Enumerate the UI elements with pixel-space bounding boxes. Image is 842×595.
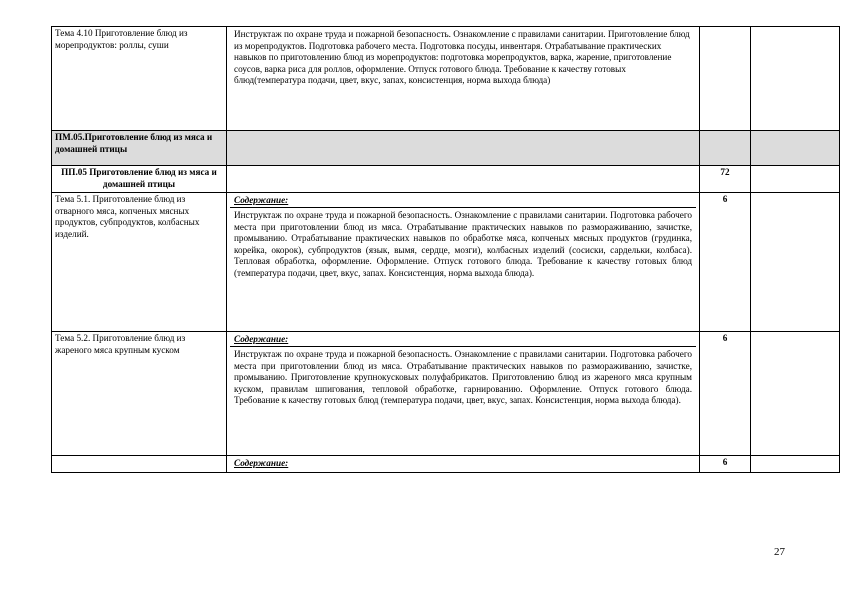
table-row — [52, 456, 840, 473]
topic-cell — [52, 456, 227, 473]
level-cell — [751, 456, 840, 473]
hours-cell: 6 — [700, 193, 751, 332]
topic-cell: Тема 5.1. Приготовление блюд из отварного мяса, копченых мясных продуктов, субпродуктов, колбасных изделий. — [52, 193, 227, 332]
content-text: Инструктаж по охране труда и пожарной безопасность. Ознакомление с правилами санитарии. Приготовление блюд из морепродуктов. Подготовка рабочего места. Подготовка посуды, инвентаря. Отрабатывание практических навыков по приготовлению блюд из морепродуктов: подготовка морепродуктов, варка, жарение, приготовление соусов, варка риса для роллов, оформление. Отпуск готового блюда. Требование к качеству готовых блюд(температура подачи, цвет, вкус, запах, консистенция, норма выхода блюда) — [234, 29, 690, 86]
curriculum-table — [51, 26, 840, 473]
content-cell — [227, 166, 700, 193]
hours-cell: 6 — [700, 456, 751, 473]
level-cell — [751, 193, 840, 332]
content-text: Инструктаж по охране труда и пожарной безопасность. Ознакомление с правилами санитарии. Подготовка рабочего места при приготовлении блюд из мяса. Отрабатывание практических навыков по размораживанию, зачистке, промыванию. Отрабатывание практических навыков по обработке мяса, копченых мясных продуктов (грудинка, корейка, окорок), субпродуктов (язык, вымя, сердце, мозги), колбасных изделий (сосиски, сардельки, колбаса). Тепловая обработка, оформление. Оформление. Отпуск готового блюда. Требование к качеству готовых блюд (температура подачи, цвет, вкус, запах. Консистенция, норма выхода блюда). — [234, 210, 692, 278]
content-cell — [227, 456, 700, 473]
content-cell — [227, 193, 700, 332]
topic-cell: Тема 5.2. Приготовление блюд из жареного мяса крупным куском — [52, 332, 227, 456]
table-row — [52, 193, 840, 332]
topic-cell: Тема 4.10 Приготовление блюд из морепродуктов: роллы, суши — [52, 27, 227, 131]
content-label: Содержание: — [230, 194, 696, 208]
content-text: Инструктаж по охране труда и пожарной безопасность. Ознакомление с правилами санитарии. Подготовка рабочего места при приготовлении блюд из мяса. Отрабатывание практических навыков по размораживанию, зачистке, промыванию. Приготовление крупнокусковых полуфабрикатов. Приготовлению блюд из жареного мяса крупным куском, правилам шпигования, тепловой обработке, гарнированию. Оформление. Отпуск готового блюда. Требование к качеству готовых блюд (температура подачи, цвет, вкус, запах. Консистенция, норма выхода блюда). — [234, 349, 692, 406]
level-cell — [751, 27, 840, 131]
level-cell — [751, 332, 840, 456]
level-cell — [751, 166, 840, 193]
content-label: Содержание: — [234, 458, 289, 468]
hours-cell: 6 — [700, 332, 751, 456]
level-cell — [751, 131, 840, 166]
content-cell — [227, 27, 700, 131]
table-row — [52, 27, 840, 131]
hours-cell — [700, 131, 751, 166]
hours-cell — [700, 27, 751, 131]
page-number: 27 — [774, 546, 785, 558]
content-cell — [227, 332, 700, 456]
module-title-cell: ПМ.05.Приготовление блюд из мяса и домашней птицы — [52, 131, 227, 166]
hours-cell: 72 — [700, 166, 751, 193]
content-label: Содержание: — [230, 333, 696, 347]
practice-title-cell: ПП.05 Приготовление блюд из мяса и домашней птицы — [52, 166, 227, 193]
table-row — [52, 332, 840, 456]
table-row — [52, 166, 840, 193]
content-cell — [227, 131, 700, 166]
table-row — [52, 131, 840, 166]
